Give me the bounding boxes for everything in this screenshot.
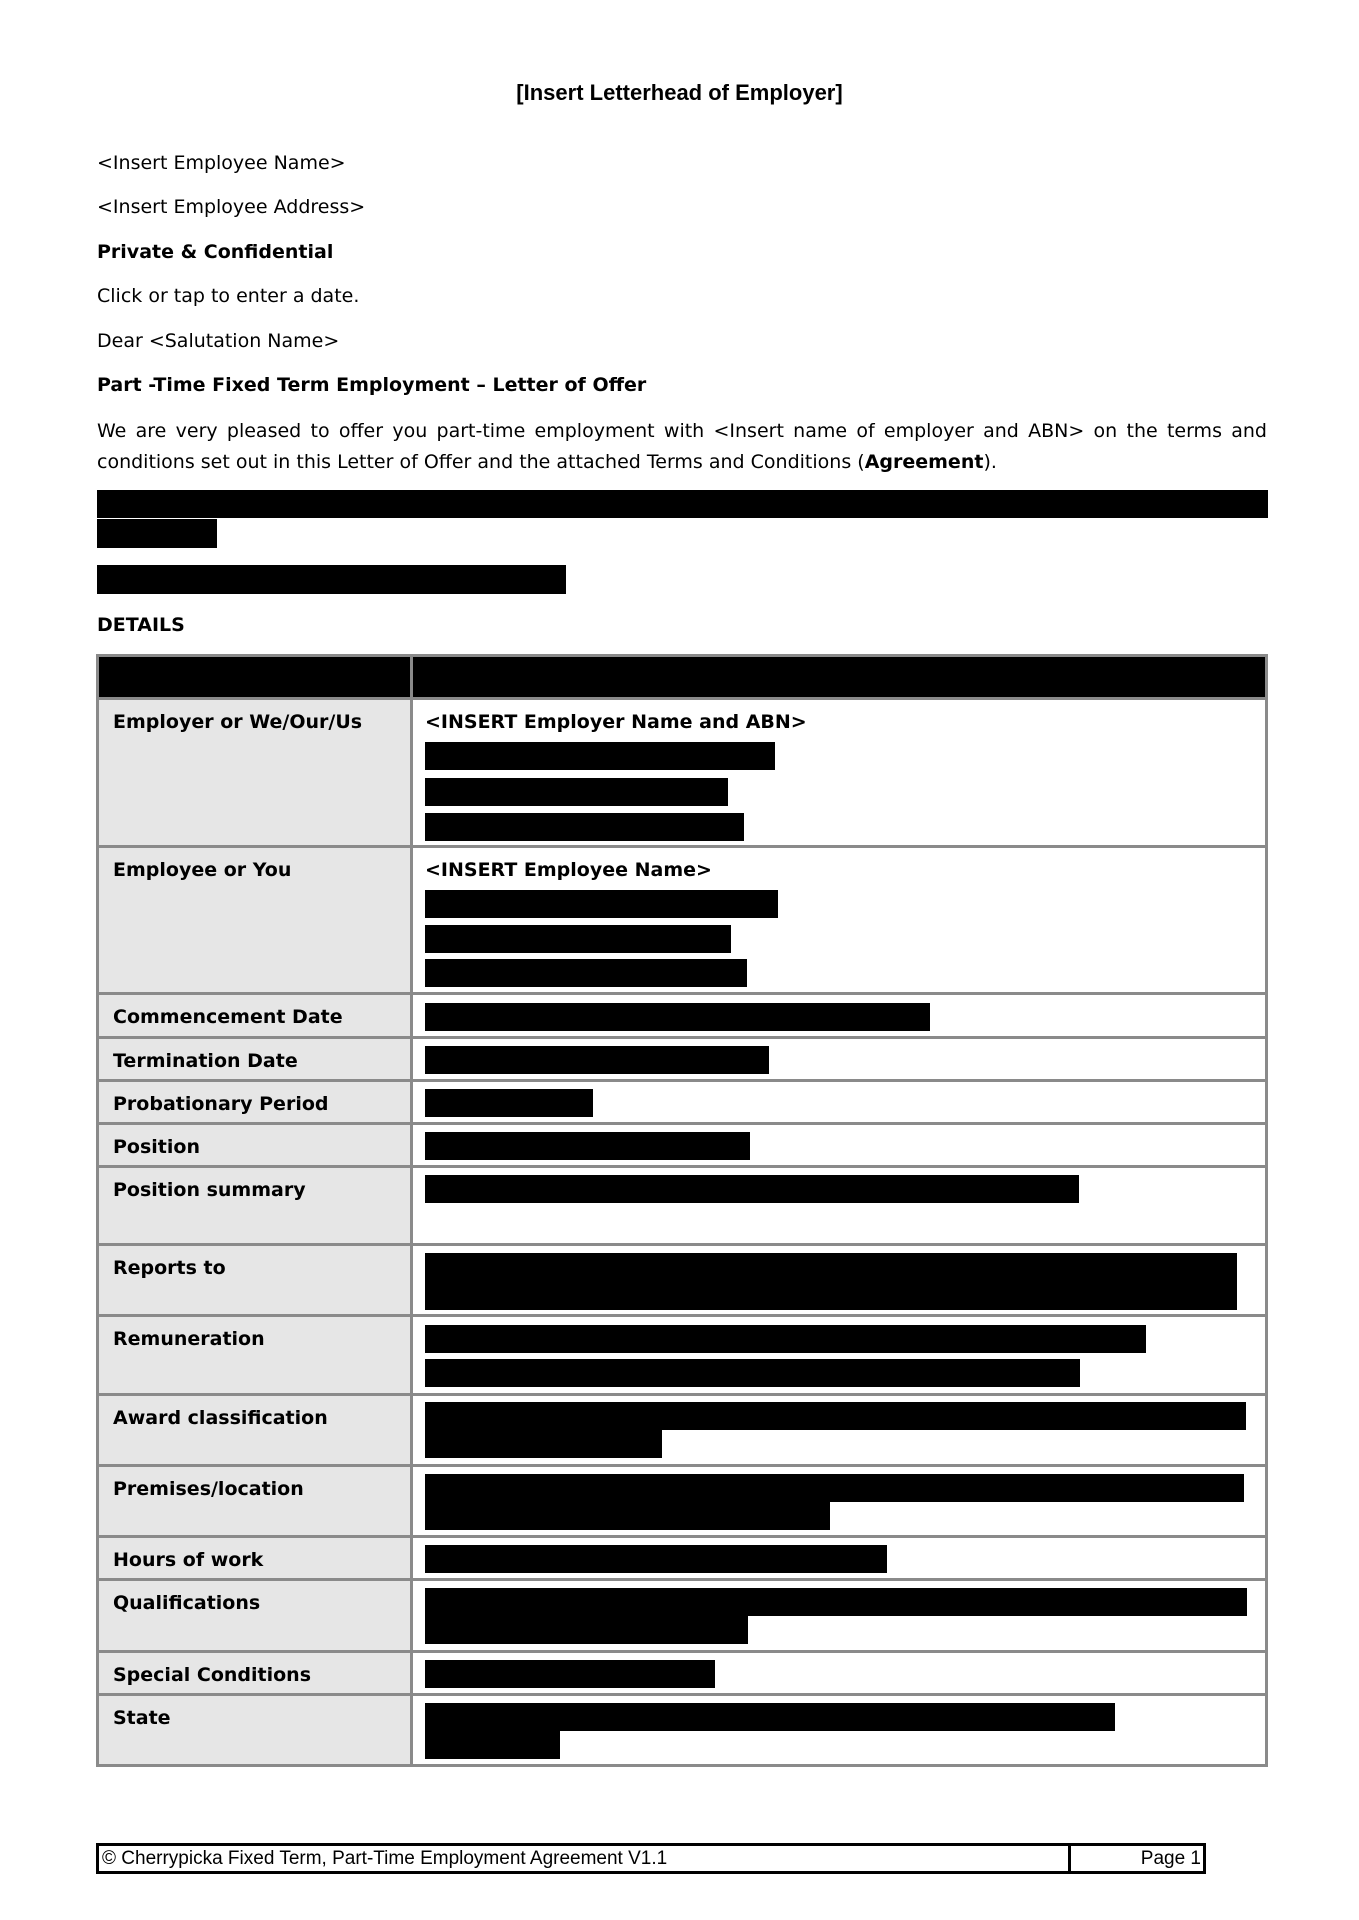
row-label: Premises/location	[113, 1478, 304, 1500]
row-label: Qualifications	[113, 1592, 261, 1614]
row-value-cell	[412, 994, 1267, 1038]
row-value-cell	[412, 1466, 1267, 1537]
table-row	[98, 1537, 1267, 1580]
letterhead-placeholder: [Insert Letterhead of Employer]	[516, 80, 843, 105]
redaction-bar	[425, 1132, 750, 1160]
redaction-bar	[425, 1402, 1246, 1430]
redaction-bar	[97, 565, 566, 594]
row-label: Award classification	[113, 1407, 328, 1429]
row-label-cell	[98, 994, 412, 1038]
row-value-cell	[412, 1081, 1267, 1124]
redaction-bar	[425, 1003, 930, 1031]
redaction-bar	[425, 1588, 1247, 1616]
header-cell-redacted	[412, 656, 1267, 699]
table-row	[98, 1695, 1267, 1766]
row-label: Employer or We/Our/Us	[113, 711, 363, 733]
employee-address-placeholder: <Insert Employee Address>	[97, 196, 366, 218]
redaction-bar	[425, 1502, 830, 1530]
redaction-bar	[425, 1046, 769, 1074]
redaction-bar	[425, 1703, 1115, 1731]
table-row	[98, 1245, 1267, 1316]
row-label: Employee or You	[113, 859, 292, 881]
confidential-label: Private & Confidential	[97, 241, 334, 263]
intro-text: We are very pleased to offer you part-time employment with <Insert name of employer and ABN> on the terms and conditions set out in this Letter of Offer and the attached Terms and Conditions (	[97, 420, 1267, 473]
row-label-cell	[98, 1167, 412, 1245]
row-value-cell	[412, 699, 1267, 847]
row-value-cell	[412, 847, 1267, 994]
row-value-cell	[412, 1245, 1267, 1316]
row-label: Position	[113, 1136, 200, 1158]
row-value-cell	[412, 1038, 1267, 1081]
row-value-cell	[412, 1652, 1267, 1695]
redaction-bar	[425, 1660, 715, 1688]
table-row	[98, 1167, 1267, 1245]
row-label-cell	[98, 847, 412, 994]
row-label-cell	[98, 1316, 412, 1395]
page-footer	[96, 1843, 1206, 1874]
row-value-cell	[412, 1316, 1267, 1395]
redaction-bar	[425, 1474, 1244, 1502]
row-value-cell	[412, 1537, 1267, 1580]
details-table	[96, 654, 1268, 1767]
row-value-cell	[412, 1695, 1267, 1766]
row-label-cell	[98, 1652, 412, 1695]
redaction-bar	[425, 813, 744, 841]
redaction-bar	[425, 925, 731, 953]
redaction-bar	[97, 519, 217, 548]
redaction-bar	[425, 1430, 662, 1458]
table-row	[98, 1038, 1267, 1081]
employee-name-placeholder: <Insert Employee Name>	[97, 152, 346, 174]
header-cell-redacted	[98, 656, 412, 699]
intro-bold-term: Agreement	[864, 451, 984, 473]
employer-name-placeholder: <INSERT Employer Name and ABN>	[425, 711, 807, 733]
table-row	[98, 994, 1267, 1038]
row-label-cell	[98, 1245, 412, 1316]
redaction-bar	[425, 1359, 1080, 1387]
redaction-bar	[425, 1616, 748, 1644]
employee-name-value-placeholder: <INSERT Employee Name>	[425, 859, 712, 881]
table-row	[98, 1580, 1267, 1652]
row-label-cell	[98, 1537, 412, 1580]
table-row	[98, 1395, 1267, 1466]
redaction-bar	[425, 1325, 1146, 1353]
redaction-bar	[425, 1731, 560, 1759]
row-label-cell	[98, 1081, 412, 1124]
row-value-cell	[412, 1167, 1267, 1245]
redaction-bar	[425, 959, 747, 987]
row-label-cell	[98, 1124, 412, 1167]
row-label-cell	[98, 699, 412, 847]
redaction-bar	[425, 890, 778, 918]
redaction-bar	[425, 778, 728, 806]
footer-page-number: Page 1	[1140, 1848, 1201, 1869]
table-row	[98, 1124, 1267, 1167]
footer-copyright: © Cherrypicka Fixed Term, Part-Time Employment Agreement V1.1	[99, 1846, 1071, 1871]
redaction-bar	[97, 490, 1268, 518]
row-value-cell	[412, 1395, 1267, 1466]
table-row	[98, 847, 1267, 994]
details-heading: DETAILS	[97, 614, 185, 636]
intro-paragraph	[97, 416, 1267, 478]
row-label-cell	[98, 1695, 412, 1766]
table-row	[98, 1316, 1267, 1395]
date-field[interactable]: Click or tap to enter a date.	[97, 285, 360, 307]
row-label: Reports to	[113, 1257, 226, 1279]
row-label: Hours of work	[113, 1549, 264, 1571]
row-label: Termination Date	[113, 1050, 298, 1072]
row-label-cell	[98, 1395, 412, 1466]
table-row	[98, 1081, 1267, 1124]
row-label: Remuneration	[113, 1328, 265, 1350]
redaction-bar	[425, 1089, 593, 1117]
row-label: Commencement Date	[113, 1006, 343, 1028]
letter-subject: Part -Time Fixed Term Employment – Letter of Offer	[97, 374, 647, 396]
row-label: Position summary	[113, 1179, 306, 1201]
redaction-bar	[425, 1175, 1079, 1203]
table-row	[98, 1652, 1267, 1695]
redaction-bar	[425, 1545, 887, 1573]
row-value-cell	[412, 1580, 1267, 1652]
row-value-cell	[412, 1124, 1267, 1167]
row-label-cell	[98, 1038, 412, 1081]
row-label: State	[113, 1707, 171, 1729]
table-row	[98, 1466, 1267, 1537]
row-label-cell	[98, 1466, 412, 1537]
redaction-bar	[425, 742, 775, 770]
row-label: Special Conditions	[113, 1664, 312, 1686]
row-label-cell	[98, 1580, 412, 1652]
redaction-bar	[425, 1253, 1237, 1310]
salutation: Dear <Salutation Name>	[97, 330, 340, 352]
intro-text-end: ).	[983, 451, 997, 473]
table-header-row	[98, 656, 1267, 699]
row-label: Probationary Period	[113, 1093, 329, 1115]
table-row	[98, 699, 1267, 847]
